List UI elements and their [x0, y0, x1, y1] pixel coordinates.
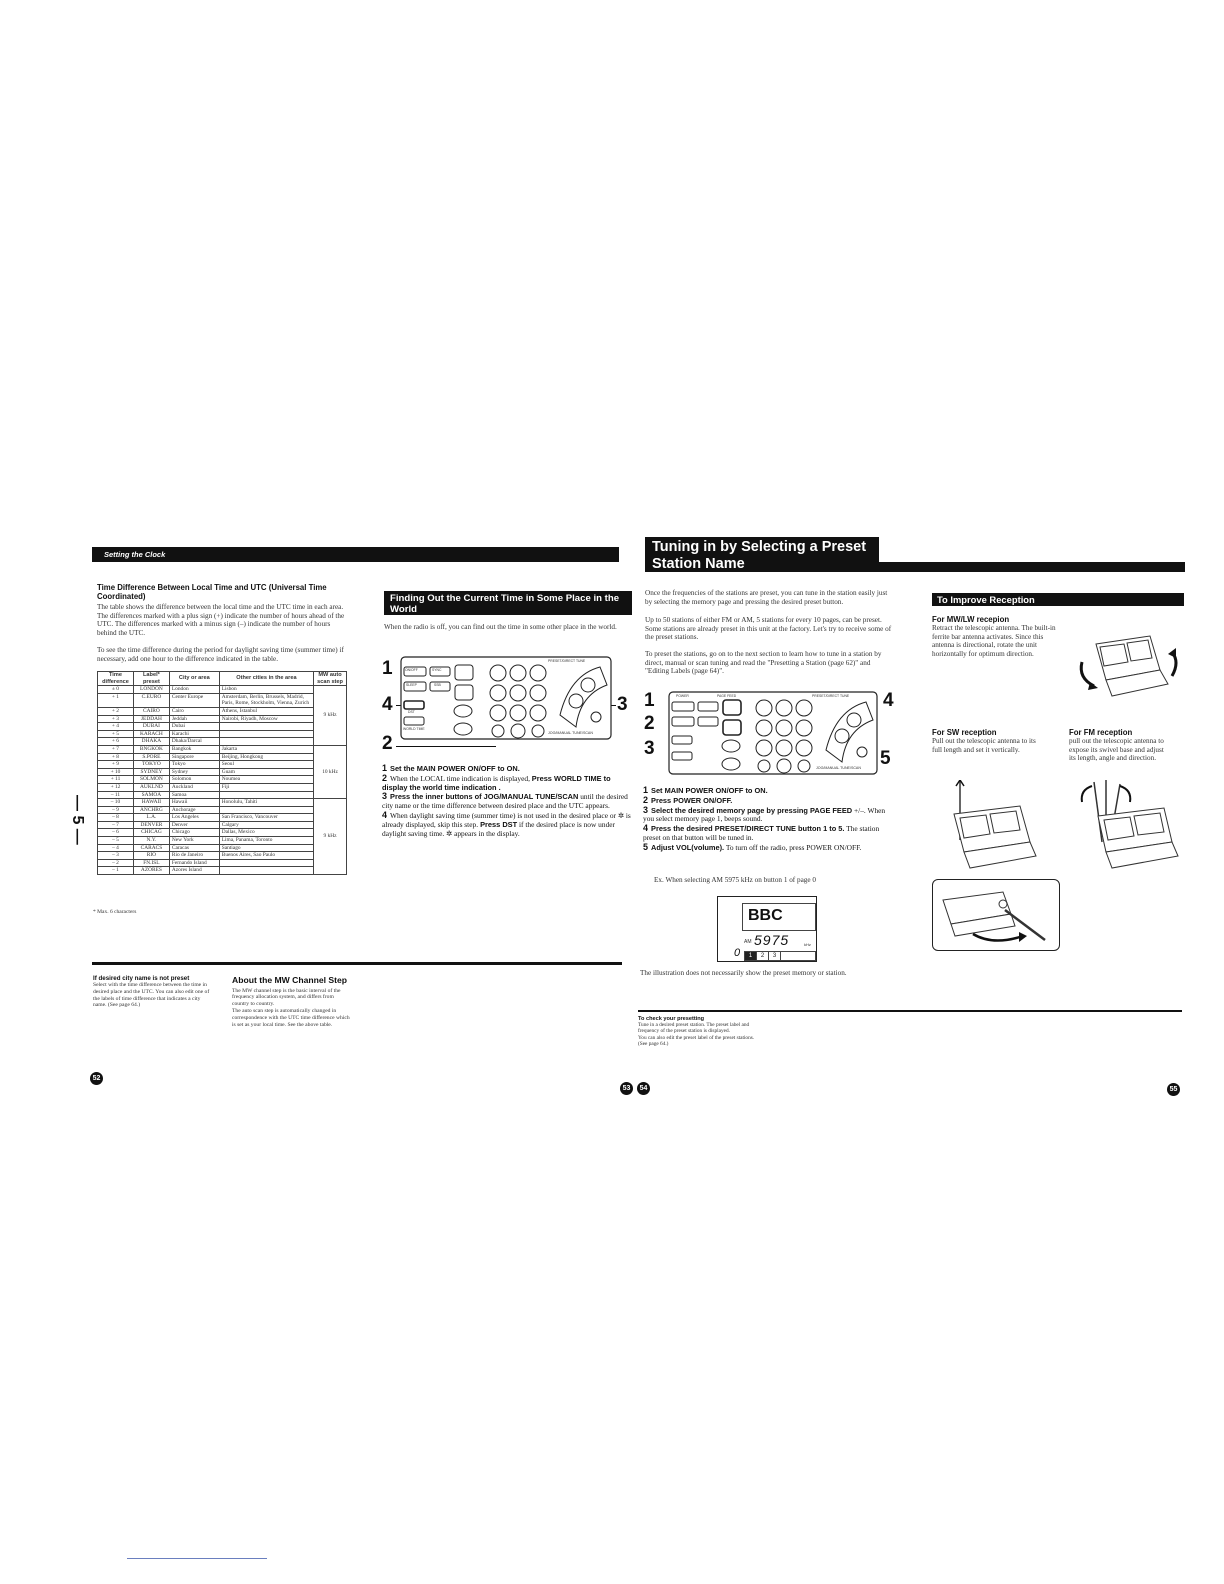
cell-time: – 2	[98, 859, 134, 867]
cell-city: London	[169, 686, 219, 694]
callout-p2-2: 2	[644, 713, 655, 734]
cell-label: JEDDAH	[133, 715, 169, 723]
cell-time: ± 0	[98, 686, 134, 694]
cell-other: Calgary	[219, 821, 313, 829]
panel2-label-preset: PRESET/DIRECT TUNE	[812, 694, 850, 698]
lcd-unit: kHz	[804, 942, 811, 947]
lcd-preset-row	[744, 951, 816, 961]
table-row	[98, 776, 347, 784]
cell-time: + 8	[98, 753, 134, 761]
finding-intro: When the radio is off, you can find out the time in some other place in the world.	[384, 623, 617, 631]
table-row	[98, 791, 347, 799]
cell-label: DHAKA	[133, 738, 169, 746]
panel2-label-jog: JOG/MANUAL TUNE/SCAN	[816, 766, 861, 770]
mw-step-title: About the MW Channel Step	[232, 975, 348, 985]
fm-reception-text: pull out the telescopic antenna to expose its swivel base and adjust its length, angle and direction.	[1069, 737, 1164, 763]
preset-intro-2: Up to 50 stations of either FM or AM, 5 stations for every 10 pages, can be preset. Some stations are already preset in this unit at the factory. Let's try to receive some of the preset stations.	[645, 616, 892, 642]
cell-time: + 9	[98, 761, 134, 769]
cell-time: + 12	[98, 783, 134, 791]
check-text-2: You can also edit the preset label of the preset stations. (See page 64.)	[638, 1034, 755, 1047]
lcd-band: AM	[744, 939, 752, 945]
preset-title-line-2: Station Name	[652, 555, 745, 572]
cell-label: C.EURO	[133, 693, 169, 707]
preset-title-bar	[645, 537, 879, 572]
table-row	[98, 686, 347, 694]
th-other: Other cities in the area	[219, 672, 313, 686]
cell-time: – 8	[98, 814, 134, 822]
table-row	[98, 821, 347, 829]
cell-city: Solomon	[169, 776, 219, 784]
cell-other	[219, 867, 313, 875]
mw-step-text-1: The MW channel step is the basic interval of the frequency allocation system, and differs from country to country.	[232, 987, 341, 1008]
cell-label: BNGKOK	[133, 745, 169, 753]
cell-label: DENVER	[133, 821, 169, 829]
left-bottom-rule	[92, 962, 622, 965]
preset-title-line-1: Tuning in by Selecting a Preset	[652, 539, 867, 555]
cell-other: Athens, Istanbul	[219, 707, 313, 715]
leader-2	[396, 746, 496, 747]
swivel-base-illustration	[933, 880, 1059, 950]
table-row	[98, 761, 347, 769]
cell-time: + 3	[98, 715, 134, 723]
mw-step-text-2: The auto scan step is automatically changed in correspondence with the UTC time difference which is set as your local time. See the above table.	[232, 1007, 350, 1028]
panel1-label-on-off: ON/OFF	[405, 668, 418, 672]
mw-reception-text: Retract the telescopic antenna. The built-in ferrite bar antenna activates. Since this antenna is directional, rotate the unit horizontally for optimum direction.	[932, 624, 1056, 658]
preset-title-rule	[879, 562, 1185, 572]
finding-title: Finding Out the Current Time in Some Place in the World	[384, 591, 632, 615]
sw-reception-title: For SW reception	[932, 728, 997, 737]
lcd-frequency: 5975	[754, 932, 790, 948]
cell-other	[219, 730, 313, 738]
table-row	[98, 693, 347, 707]
panel1-label-preset: PRESET/DIRECT TUNE	[548, 659, 586, 663]
cell-city: Cairo	[169, 707, 219, 715]
utc-para-2: To see the time difference during the period for daylight saving time (summer time) if necessary, add one hour to the difference indicated in the table.	[97, 646, 344, 663]
fm-antenna-illustration	[1072, 780, 1184, 872]
th-mw: MW auto scan step	[314, 672, 347, 686]
cell-city: Los Angeles	[169, 814, 219, 822]
lcd-station-label: BBC	[748, 907, 783, 924]
preset-step-5: 5 Adjust VOL(volume). To turn off the radio, press POWER ON/OFF.	[643, 841, 862, 852]
callout-4: 4	[382, 694, 393, 715]
cell-other	[219, 806, 313, 814]
page-number-55: 55	[1167, 1083, 1180, 1096]
table-row	[98, 844, 347, 852]
cell-city: Karachi	[169, 730, 219, 738]
cell-city: Dhaka/Darcal	[169, 738, 219, 746]
table-row	[98, 852, 347, 860]
table-row	[98, 867, 347, 875]
finding-step-3: 3 Press the inner buttons of JOG/MANUAL TUNE/SCAN until the desired city name or the time difference between desired place and the UTC appears.	[382, 791, 628, 811]
callout-p2-5: 5	[880, 748, 891, 769]
page-number-53: 53	[620, 1082, 633, 1095]
table-row	[98, 783, 347, 791]
lcd-label-box	[742, 903, 816, 931]
cell-label: CAIRO	[133, 707, 169, 715]
finding-step-2: 2 When the LOCAL time indication is displayed, Press WORLD TIME to display the world time indication .	[382, 772, 611, 792]
utc-para-1: The table shows the difference between the local time and the UTC time in each area. The differences marked with a plus sign (+) indicate the number of hours ahead of the UTC. The differences marked with a minus sign (–) indicate the number of hours behind the UTC.	[97, 603, 345, 637]
cell-label: SOLMON	[133, 776, 169, 784]
right-bottom-rule	[638, 1010, 1182, 1012]
table-row	[98, 715, 347, 723]
cell-label: CHICAG	[133, 829, 169, 837]
cell-label: AUKLND	[133, 783, 169, 791]
panel1-label-sleep: SLEEP	[406, 683, 417, 687]
cell-label: ANCHRG	[133, 806, 169, 814]
cell-other: Jakarta	[219, 745, 313, 753]
cell-time: – 4	[98, 844, 134, 852]
cell-label: CARACS	[133, 844, 169, 852]
side-page-mark: — 5 —	[69, 795, 86, 845]
cell-city: Sydney	[169, 768, 219, 776]
table-row	[98, 738, 347, 746]
cell-other: Honolulu, Tahiti	[219, 799, 313, 807]
cell-mw-step: 10 kHz	[314, 745, 347, 798]
footer-line	[127, 1558, 267, 1559]
cell-label: FN.ISL	[133, 859, 169, 867]
antenna-swivel-inset	[932, 879, 1060, 951]
cell-other: Noumea	[219, 776, 313, 784]
page-number-52: 52	[90, 1072, 103, 1085]
table-row	[98, 806, 347, 814]
preset-intro-3: To preset the stations, go on to the next section to learn how to tune in a station by direct, manual or scan tuning and read the "Presetting a Station (page 62)" and "Editing Labels (page 64)".	[645, 650, 882, 676]
cell-city: Rio de Janeiro	[169, 852, 219, 860]
cell-label: SYDNEY	[133, 768, 169, 776]
th-label: Label* preset	[133, 672, 169, 686]
cell-other: Nairobi, Riyadh, Moscow	[219, 715, 313, 723]
cell-other: Seoul	[219, 761, 313, 769]
cell-city: Jeddah	[169, 715, 219, 723]
cell-label: N.Y.	[133, 837, 169, 845]
preset-intro-1: Once the frequencies of the stations are preset, you can tune in the station easily just by selecting the memory page and pressing the desired preset button.	[645, 589, 888, 606]
time-difference-table	[97, 671, 347, 875]
cell-other: Lima, Panama, Toronto	[219, 837, 313, 845]
table-row	[98, 753, 347, 761]
mw-step	[232, 976, 352, 1028]
note-city	[93, 975, 211, 1009]
check-text-1: Tune in a desired preset station. The preset label and frequency of the preset station is displayed.	[638, 1022, 750, 1035]
table-row	[98, 707, 347, 715]
cell-other: Buenos Aires, Sao Paulo	[219, 852, 313, 860]
finding-steps	[382, 764, 634, 838]
finding-step-1: 1 Set the MAIN POWER ON/OFF to ON.	[382, 763, 520, 773]
callout-2: 2	[382, 733, 393, 754]
table-row	[98, 723, 347, 731]
callout-p2-1: 1	[644, 690, 655, 711]
control-panel-preset	[668, 690, 878, 776]
cell-time: – 1	[98, 867, 134, 875]
fm-reception-title: For FM reception	[1069, 728, 1133, 737]
cell-time: + 6	[98, 738, 134, 746]
lcd-page: 0	[734, 947, 741, 959]
cell-other: Guam	[219, 768, 313, 776]
cell-city: Chicago	[169, 829, 219, 837]
sw-reception-text: Pull out the telescopic antenna to its full length and set it vertically.	[932, 737, 1036, 754]
cell-time: – 11	[98, 791, 134, 799]
cell-city: Auckland	[169, 783, 219, 791]
preset-steps	[643, 786, 893, 853]
cell-city: Center Europe	[169, 693, 219, 707]
cell-label: HAWAII	[133, 799, 169, 807]
preset-step-2: 2 Press POWER ON/OFF.	[643, 794, 733, 805]
panel1-label-ssb: SSB	[434, 683, 441, 687]
cell-city: Singapore	[169, 753, 219, 761]
cell-label: RIO	[133, 852, 169, 860]
table-row	[98, 768, 347, 776]
finding-step-4: 4 When daylight saving time (summer time) is not used in the desired place or ✲ is already displayed, skip this step. Press DST if the desired place is now under daylight saving time. ✲ appears in the display.	[382, 809, 631, 838]
cell-label: S.PORE	[133, 753, 169, 761]
th-time: Time difference	[98, 672, 134, 686]
lcd-preset-2: 2	[757, 952, 769, 960]
cell-mw-step: 9 kHz	[314, 686, 347, 746]
cell-time: + 4	[98, 723, 134, 731]
check-title: To check your presetting	[638, 1016, 705, 1022]
check-presetting	[638, 1016, 758, 1047]
cell-city: Hawaii	[169, 799, 219, 807]
cell-label: TOKYO	[133, 761, 169, 769]
cell-other: Beijing, Hongkong	[219, 753, 313, 761]
mw-reception-title: For MW/LW recepion	[932, 615, 1010, 624]
cell-city: Samoa	[169, 791, 219, 799]
cell-time: – 6	[98, 829, 134, 837]
panel2-label-power: POWER	[676, 694, 689, 698]
lcd-display	[717, 896, 817, 962]
cell-city: Anchorage	[169, 806, 219, 814]
preset-step-1: 1 Set MAIN POWER ON/OFF to ON.	[643, 785, 768, 795]
improve-bar: To Improve Reception	[932, 593, 1184, 606]
note-city-text: Select with the time difference between the time in desired place and the UTC. You can also edit one of the labels of time difference that indicates a city name. (See page 64.)	[93, 982, 210, 1009]
cell-city: Bangkok	[169, 745, 219, 753]
cell-time: – 10	[98, 799, 134, 807]
cell-time: + 10	[98, 768, 134, 776]
table-row	[98, 814, 347, 822]
page-number-54: 54	[637, 1082, 650, 1095]
preset-step-4: 4 Press the desired PRESET/DIRECT TUNE button 1 to 5. The station preset on that button will be tuned in.	[643, 823, 880, 842]
table-row	[98, 859, 347, 867]
table-row	[98, 837, 347, 845]
cell-time: – 3	[98, 852, 134, 860]
cell-time: – 7	[98, 821, 134, 829]
th-city: City or area	[169, 672, 219, 686]
cell-city: Tokyo	[169, 761, 219, 769]
time-difference-rows	[98, 686, 347, 875]
note-city-title: If desired city name is not preset	[93, 975, 190, 982]
cell-time: + 11	[98, 776, 134, 784]
cell-time: + 1	[98, 693, 134, 707]
cell-time: + 2	[98, 707, 134, 715]
cell-label: LONDON	[133, 686, 169, 694]
sw-antenna-illustration	[940, 780, 1060, 872]
table-row	[98, 730, 347, 738]
cell-other: Fiji	[219, 783, 313, 791]
section-bar: Setting the Clock	[92, 547, 619, 562]
cell-time: – 5	[98, 837, 134, 845]
cell-other	[219, 723, 313, 731]
panel1-label-dst: DST	[408, 710, 415, 714]
cell-other: San Francisco, Vancouver	[219, 814, 313, 822]
panel2-label-page-feed: PAGE FEED	[717, 694, 737, 698]
cell-other	[219, 859, 313, 867]
lcd-preset-3: 3	[769, 952, 781, 960]
table-row	[98, 829, 347, 837]
callout-1: 1	[382, 658, 393, 679]
cell-city: Azores Island	[169, 867, 219, 875]
cell-city: New York	[169, 837, 219, 845]
radio-rotate-illustration	[1072, 622, 1184, 702]
cell-other: Amsterdam, Berlin, Brussels, Madrid, Paris, Rome, Stockholm, Vienna, Zurich	[219, 693, 313, 707]
lcd-note: The illustration does not necessarily show the preset memory or station.	[640, 969, 847, 977]
cell-city: Denver	[169, 821, 219, 829]
cell-city: Fernando Island	[169, 859, 219, 867]
cell-time: + 7	[98, 745, 134, 753]
preset-step-3: 3 Select the desired memory page by pressing PAGE FEED +/–. When you select memory page 1, beeps sound.	[643, 804, 886, 824]
cell-time: + 5	[98, 730, 134, 738]
cell-mw-step: 9 kHz	[314, 799, 347, 875]
cell-label: L.A.	[133, 814, 169, 822]
callout-p2-4: 4	[883, 690, 894, 711]
table-footnote: * Max. 6 characters	[93, 909, 137, 915]
cell-label: KARACH	[133, 730, 169, 738]
callout-p2-3: 3	[644, 738, 655, 759]
cell-label: AZORES	[133, 867, 169, 875]
callout-3: 3	[617, 694, 628, 715]
cell-other	[219, 738, 313, 746]
cell-other: Dallas, Mexico	[219, 829, 313, 837]
cell-city: Caracas	[169, 844, 219, 852]
panel1-label-world-time: WORLD TIME	[403, 727, 425, 731]
cell-other	[219, 791, 313, 799]
cell-label: SAMOA	[133, 791, 169, 799]
cell-other: Lisbon	[219, 686, 313, 694]
cell-time: – 9	[98, 806, 134, 814]
cell-city: Dubai	[169, 723, 219, 731]
example-text: Ex. When selecting AM 5975 kHz on button 1 of page 0	[654, 876, 816, 884]
panel1-label-sync: SYNC	[432, 668, 442, 672]
panel1-label-jog: JOG/MANUAL TUNE/SCAN	[548, 731, 593, 735]
lcd-preset-1: 1	[745, 952, 757, 960]
table-row	[98, 745, 347, 753]
cell-other: Santiago	[219, 844, 313, 852]
cell-label: DUBAI	[133, 723, 169, 731]
utc-title: Time Difference Between Local Time and UTC (Universal Time Coordinated)	[97, 583, 327, 602]
table-row	[98, 799, 347, 807]
